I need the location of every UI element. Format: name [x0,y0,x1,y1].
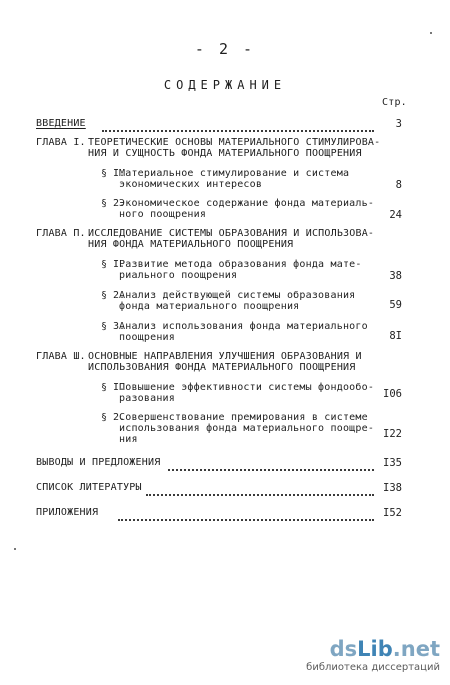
page-number: - 2 - [194,40,256,58]
section-number: § 2. [101,198,126,209]
chapter-title-line: ИСПОЛЬЗОВАНИЯ ФОНДА МАТЕРИАЛЬНОГО ПООЩРЕНИЯ [88,362,356,373]
section-title-line: использования фонда материального поощре- [119,423,375,434]
chapter-title-line: НИЯ И СУЩНОСТЬ ФОНДА МАТЕРИАЛЬНОГО ПООЩРЕНИЯ [88,148,362,159]
entry-page: 3 [395,118,402,130]
section-page: I22 [383,428,402,440]
chapter-label: ГЛАВА П. [36,228,86,239]
entry-page: I35 [383,457,402,469]
section-title-line: Совершенствование премирования в системе [119,412,368,423]
section-number: § I. [101,168,126,179]
section-number: § 3. [101,321,126,332]
section-page: 24 [389,209,402,221]
section-page: 59 [389,299,402,311]
entry-page: I52 [383,507,402,519]
section-number: § 2. [101,290,126,301]
chapter-label: ГЛАВА I. [36,137,86,148]
section-title-line: Анализ использования фонда материального [119,321,368,332]
chapter-title-line: ОСНОВНЫЕ НАПРАВЛЕНИЯ УЛУЧШЕНИЯ ОБРАЗОВАНИЯ И [88,351,362,362]
page-column-label: Стр. [382,97,407,108]
section-title-line: Материальное стимулирование и система [119,168,350,179]
section-page: 8 [395,179,402,191]
section-title-line: фонда материального поощрения [119,301,300,312]
section-number: § I. [101,259,126,270]
leader-dots [146,482,374,496]
section-number: § I. [101,382,126,393]
scan-mark [430,32,432,34]
section-page: 38 [389,270,402,282]
section-number: § 2. [101,412,126,423]
leader-dots [168,457,374,471]
watermark-tagline: библиотека диссертаций [306,662,440,673]
section-title-line: Экономическое содержание фонда материаль- [119,198,375,209]
entry-title: ВЫВОДЫ И ПРЕДЛОЖЕНИЯ [36,457,161,468]
section-title-line: разования [119,393,175,404]
entry-page: I38 [383,482,402,494]
section-title-line: Повышение эффективности системы фондообо- [119,382,375,393]
watermark-logo [306,638,440,673]
section-title-line: риального поощрения [119,270,238,281]
section-title-line: Развитие метода образования фонда мате- [119,259,362,270]
entry-title: ПРИЛОЖЕНИЯ [36,507,99,518]
section-title-line: ния [119,434,138,445]
chapter-title-line: ИССЛЕДОВАНИЕ СИСТЕМЫ ОБРАЗОВАНИЯ И ИСПОЛЬЗОВА- [88,228,375,239]
section-title-line: экономических интересов [119,179,263,190]
section-title-line: ного поощрения [119,209,207,220]
toc-title: СОДЕРЖАНИЕ [163,78,287,92]
entry-title: СПИСОК ЛИТЕРАТУРЫ [36,482,142,493]
scan-mark [14,548,16,550]
chapter-title-line: ТЕОРЕТИЧЕСКИЕ ОСНОВЫ МАТЕРИАЛЬНОГО СТИМУЛИРОВА- [88,137,381,148]
leader-dots [102,118,374,132]
entry-title: ВВЕДЕНИЕ [36,118,86,129]
section-page: 8I [389,330,402,342]
section-title-line: Анализ действующей системы образования [119,290,356,301]
section-title-line: поощрения [119,332,175,343]
chapter-title-line: НИЯ ФОНДА МАТЕРИАЛЬНОГО ПООЩРЕНИЯ [88,239,294,250]
section-page: I06 [383,388,402,400]
watermark-site-name: dsLib.net [329,637,440,661]
chapter-label: ГЛАВА Ш. [36,351,86,362]
leader-dots [118,507,374,521]
